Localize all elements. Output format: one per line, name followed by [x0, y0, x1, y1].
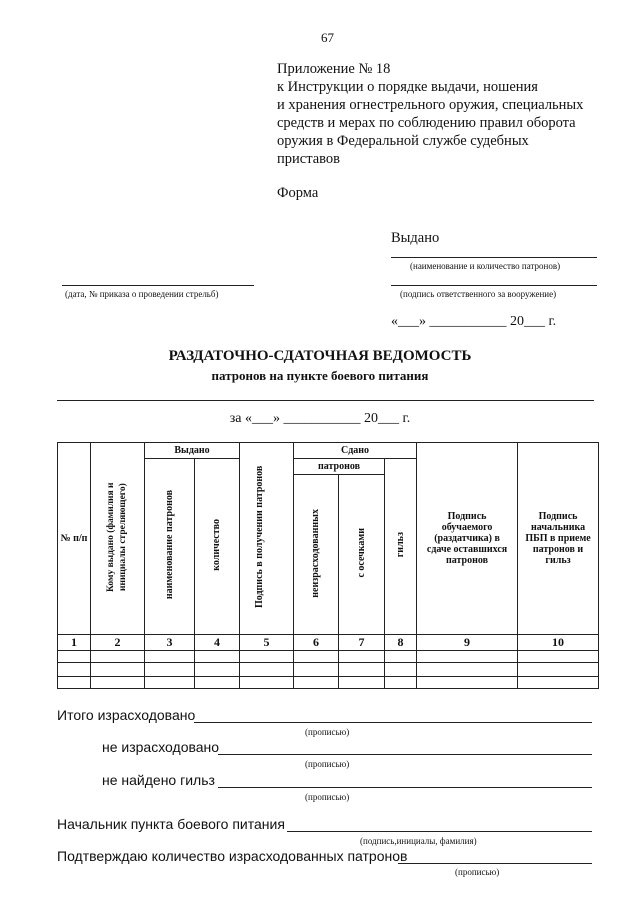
header-cartridges-label: патронов [317, 461, 360, 472]
header-misfire [339, 475, 385, 635]
chief-line [287, 831, 592, 832]
spent-label: Итого израсходовано [57, 707, 196, 723]
confirm-caption: (прописью) [455, 867, 500, 877]
header-misfire-label: с осечками [355, 528, 367, 578]
appendix-line-4: оружия в Федеральной службе судебных [277, 133, 529, 149]
header-cartridges-group [294, 459, 385, 475]
header-issued-group [145, 443, 240, 459]
header-unspent-label: неизрасходованных [310, 508, 321, 598]
unspent-line [218, 754, 592, 755]
header-returned-group [294, 443, 417, 459]
title-rule [57, 400, 594, 401]
chief-label: Начальник пункта боевого питания [57, 816, 285, 832]
header-sign-trainee-label: Подпись обучаемого (раздатчика) в сдаче оставшихся патронов [426, 511, 508, 566]
header-num [58, 443, 91, 635]
header-returned-label: Сдано [340, 445, 370, 456]
page-number: 67 [321, 30, 334, 45]
header-num-label: № п/п [60, 533, 88, 544]
header-cases [385, 459, 417, 635]
cartridge-table [57, 442, 599, 689]
order-caption: (дата, № приказа о проведении стрельб) [65, 289, 219, 299]
col-number: 10 [518, 635, 599, 651]
col-number: 5 [240, 635, 294, 651]
cases-missing-line [218, 787, 592, 788]
confirm-label: Подтверждаю количество израсходованных патронов [57, 848, 408, 864]
issued-date: «___» ___________ 20___ г. [391, 314, 557, 329]
header-sign-received-label: Подпись в получении патронов [253, 465, 265, 609]
order-line [62, 285, 254, 286]
col-number: 2 [91, 635, 145, 651]
cases-missing-label: не найдено гильз [102, 772, 215, 788]
unspent-label: не израсходовано [102, 739, 220, 755]
period: за «___» ___________ 20___ г. [229, 411, 411, 426]
spent-line [194, 722, 592, 723]
issued-name-caption: (наименование и количество патронов) [410, 261, 561, 271]
appendix-line-5: приставов [277, 151, 340, 167]
table-row [58, 677, 599, 689]
document-title: РАЗДАТОЧНО-СДАТОЧНАЯ ВЕДОМОСТЬ [168, 348, 472, 364]
spent-caption: (прописью) [305, 727, 350, 737]
header-name-label: наименование патронов [163, 490, 175, 600]
issued-name-line [391, 257, 597, 258]
header-qty [195, 459, 240, 635]
appendix-line-1: к Инструкции о порядке выдачи, ношения [277, 79, 538, 95]
confirm-line [398, 863, 592, 864]
header-unspent [294, 475, 339, 635]
document-subtitle: патронов на пункте боевого питания [211, 368, 429, 383]
header-to-whom [91, 443, 145, 635]
appendix-title: Приложение № 18 [277, 61, 391, 77]
issued-label: Выдано [391, 230, 440, 246]
issued-signature-caption: (подпись ответственного за вооружение) [400, 289, 557, 299]
cases-missing-caption: (прописью) [305, 792, 350, 802]
header-to-whom-label: Кому выдано (фамилия и инициалы стреляющего) [105, 482, 128, 592]
header-sign-chief [518, 443, 599, 635]
col-number: 3 [145, 635, 195, 651]
col-number: 9 [417, 635, 518, 651]
chief-caption: (подпись,инициалы, фамилия) [360, 836, 477, 846]
issued-signature-line [391, 285, 597, 286]
col-number: 6 [294, 635, 339, 651]
appendix-line-2: и хранения огнестрельного оружия, специальных [277, 97, 584, 113]
header-sign-chief-label: Подпись начальника ПБП в приеме патронов и гильз [525, 511, 591, 566]
col-number: 4 [195, 635, 240, 651]
unspent-caption: (прописью) [305, 759, 350, 769]
form-label: Форма [277, 185, 319, 201]
table-row [58, 663, 599, 677]
table-row [58, 651, 599, 663]
col-number: 1 [58, 635, 91, 651]
header-issued-label: Выдано [174, 445, 210, 456]
col-number: 8 [385, 635, 417, 651]
header-name [145, 459, 195, 635]
header-qty-label: количество [211, 519, 222, 571]
col-number: 7 [339, 635, 385, 651]
header-sign-trainee [417, 443, 518, 635]
header-sign-received [240, 443, 294, 635]
header-cases-label: гильз [394, 532, 406, 558]
appendix-line-3: средств и мерах по соблюдению правил оборота [277, 115, 576, 131]
